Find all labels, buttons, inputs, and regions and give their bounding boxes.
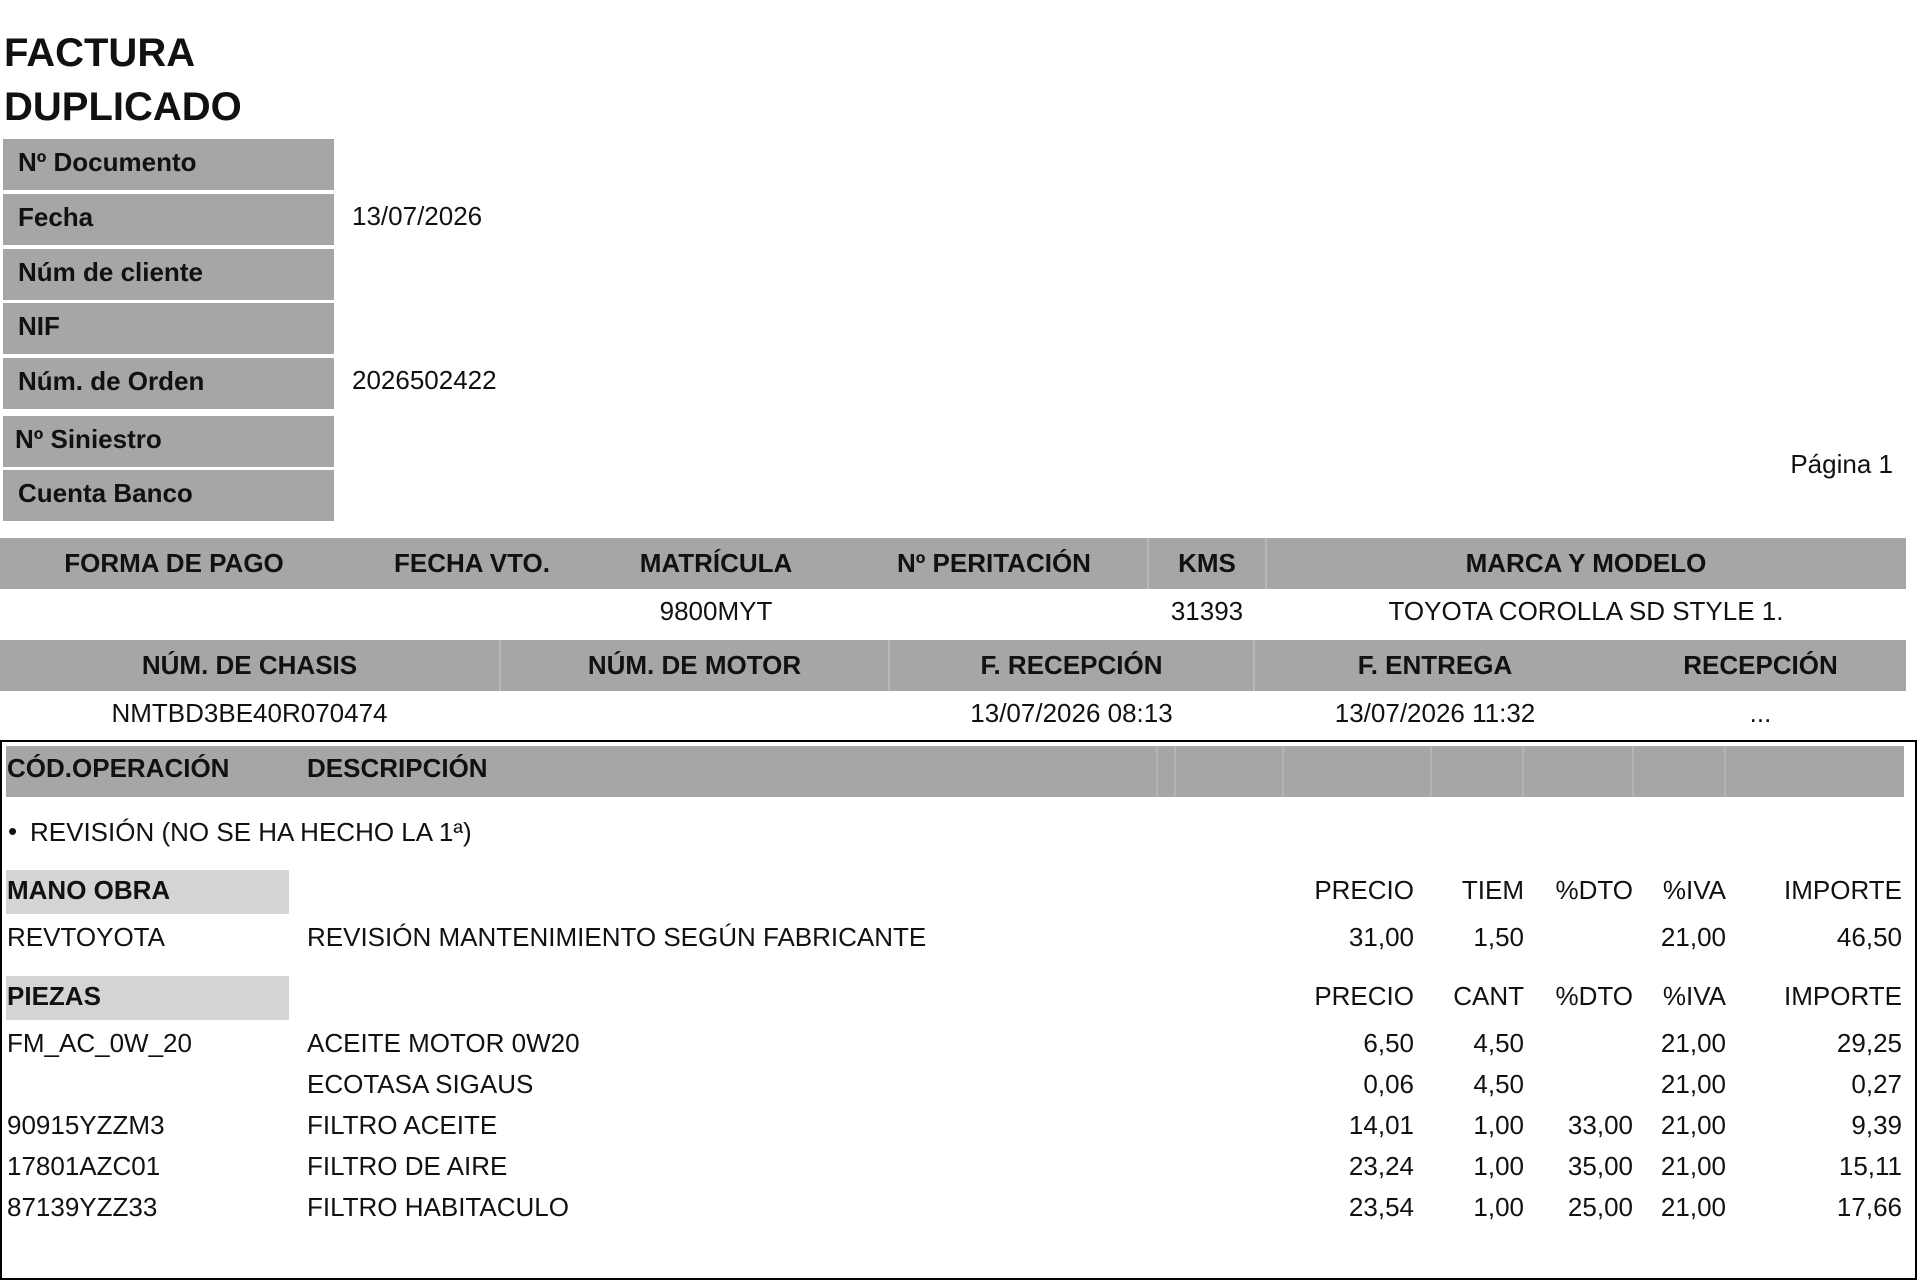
column-separator — [1632, 746, 1634, 797]
col-header-descripcion: DESCRIPCIÓN — [307, 753, 488, 783]
value-chasis: NMTBD3BE40R070474 — [111, 698, 388, 728]
col-header-precio: PRECIO — [1314, 981, 1414, 1011]
col-header-tiempo: TIEM — [1461, 875, 1524, 905]
header-label-nif: NIF — [3, 303, 334, 354]
row-qty: 1,00 — [1473, 1110, 1524, 1140]
row-iva: 21,00 — [1660, 922, 1726, 952]
col-header-importe: IMPORTE — [1784, 981, 1902, 1011]
col-header-entrega: F. ENTREGA — [1357, 650, 1513, 680]
row-iva: 21,00 — [1660, 1069, 1726, 1099]
row-amount: 17,66 — [1836, 1192, 1902, 1222]
col-header-kms: KMS — [1178, 548, 1236, 578]
row-description: FILTRO DE AIRE — [307, 1151, 508, 1181]
column-separator — [1174, 746, 1176, 797]
column-separator — [1156, 746, 1158, 797]
row-amount: 29,25 — [1836, 1028, 1902, 1058]
row-code: 17801AZC01 — [7, 1151, 161, 1181]
row-amount: 15,11 — [1838, 1151, 1902, 1181]
value-recepcion: ... — [1749, 698, 1772, 728]
row-code: REVTOYOTA — [7, 922, 165, 952]
section-label-piezas: PIEZAS — [6, 976, 289, 1020]
col-header-chasis: NÚM. DE CHASIS — [141, 650, 358, 680]
row-description: REVISIÓN MANTENIMIENTO SEGÚN FABRICANTE — [307, 922, 927, 952]
row-price: 14,01 — [1348, 1110, 1414, 1140]
value-matricula: 9800MYT — [659, 596, 773, 626]
row-iva: 21,00 — [1660, 1028, 1726, 1058]
column-separator — [1282, 746, 1284, 797]
header-value-fecha: 13/07/2026 — [352, 201, 483, 231]
col-header-importe: IMPORTE — [1784, 875, 1902, 905]
row-qty: 1,50 — [1473, 922, 1524, 952]
dates-table-header — [0, 640, 1906, 691]
header-label-documento: Nº Documento — [3, 139, 334, 190]
col-header-iva: %IVA — [1662, 875, 1726, 905]
row-description: FILTRO HABITACULO — [307, 1192, 569, 1222]
document-title: FACTURA — [4, 31, 196, 75]
document-subtitle: DUPLICADO — [4, 85, 242, 129]
row-iva: 21,00 — [1660, 1192, 1726, 1222]
page-number: Página 1 — [1790, 449, 1893, 479]
value-marca-modelo: TOYOTA COROLLA SD STYLE 1. — [1388, 596, 1784, 626]
vehicle-table-header — [0, 538, 1906, 589]
row-iva: 21,00 — [1660, 1110, 1726, 1140]
col-header-matricula: MATRÍCULA — [639, 548, 793, 578]
value-entrega: 13/07/2026 11:32 — [1334, 698, 1536, 728]
column-separator — [1522, 746, 1524, 797]
row-price: 0,06 — [1363, 1069, 1414, 1099]
col-header-recepcion-fecha: F. RECEPCIÓN — [980, 650, 1163, 680]
row-qty: 1,00 — [1473, 1192, 1524, 1222]
header-label-cliente: Núm de cliente — [3, 249, 334, 300]
row-amount: 0,27 — [1851, 1069, 1902, 1099]
col-header-precio: PRECIO — [1314, 875, 1414, 905]
row-dto: 35,00 — [1567, 1151, 1633, 1181]
col-header-marca-modelo: MARCA Y MODELO — [1465, 548, 1707, 578]
row-amount: 9,39 — [1851, 1110, 1902, 1140]
col-header-cod-operacion: CÓD.OPERACIÓN — [7, 753, 230, 783]
column-separator — [1430, 746, 1432, 797]
row-code: FM_AC_0W_20 — [7, 1028, 192, 1058]
col-header-iva: %IVA — [1662, 981, 1726, 1011]
row-qty: 1,00 — [1473, 1151, 1524, 1181]
col-header-dto: %DTO — [1555, 981, 1633, 1011]
operation-bullet: • — [8, 816, 18, 846]
header-label-fecha: Fecha — [3, 194, 334, 245]
section-label-mano-obra: MANO OBRA — [6, 870, 289, 914]
col-header-fecha-vto: FECHA VTO. — [393, 548, 550, 578]
col-header-cantidad: CANT — [1453, 981, 1524, 1011]
operations-header — [6, 746, 1904, 797]
row-code: 90915YZZM3 — [7, 1110, 165, 1140]
value-kms: 31393 — [1170, 596, 1244, 626]
column-separator — [1724, 746, 1726, 797]
row-description: ACEITE MOTOR 0W20 — [307, 1028, 580, 1058]
col-header-peritacion: Nº PERITACIÓN — [897, 548, 1091, 578]
row-price: 23,24 — [1348, 1151, 1414, 1181]
row-qty: 4,50 — [1473, 1028, 1524, 1058]
header-label-siniestro: Nº Siniestro — [3, 416, 334, 467]
row-amount: 46,50 — [1836, 922, 1902, 952]
col-header-recepcion: RECEPCIÓN — [1683, 650, 1838, 680]
row-dto: 33,00 — [1567, 1110, 1633, 1140]
row-qty: 4,50 — [1473, 1069, 1524, 1099]
header-label-cuenta: Cuenta Banco — [3, 470, 334, 521]
col-header-forma-pago: FORMA DE PAGO — [64, 548, 284, 578]
value-recepcion-fecha: 13/07/2026 08:13 — [970, 698, 1173, 728]
col-header-motor: NÚM. DE MOTOR — [587, 650, 802, 680]
col-header-dto: %DTO — [1555, 875, 1633, 905]
header-label-orden: Núm. de Orden — [3, 358, 334, 409]
operation-title: REVISIÓN (NO SE HA HECHO LA 1ª) — [30, 817, 472, 847]
row-price: 31,00 — [1348, 922, 1414, 952]
header-value-orden: 2026502422 — [352, 365, 497, 395]
row-dto: 25,00 — [1567, 1192, 1633, 1222]
row-description: FILTRO ACEITE — [307, 1110, 498, 1140]
row-price: 6,50 — [1363, 1028, 1414, 1058]
row-iva: 21,00 — [1660, 1151, 1726, 1181]
row-price: 23,54 — [1348, 1192, 1414, 1222]
row-code: 87139YZZ33 — [7, 1192, 158, 1222]
row-description: ECOTASA SIGAUS — [307, 1069, 534, 1099]
